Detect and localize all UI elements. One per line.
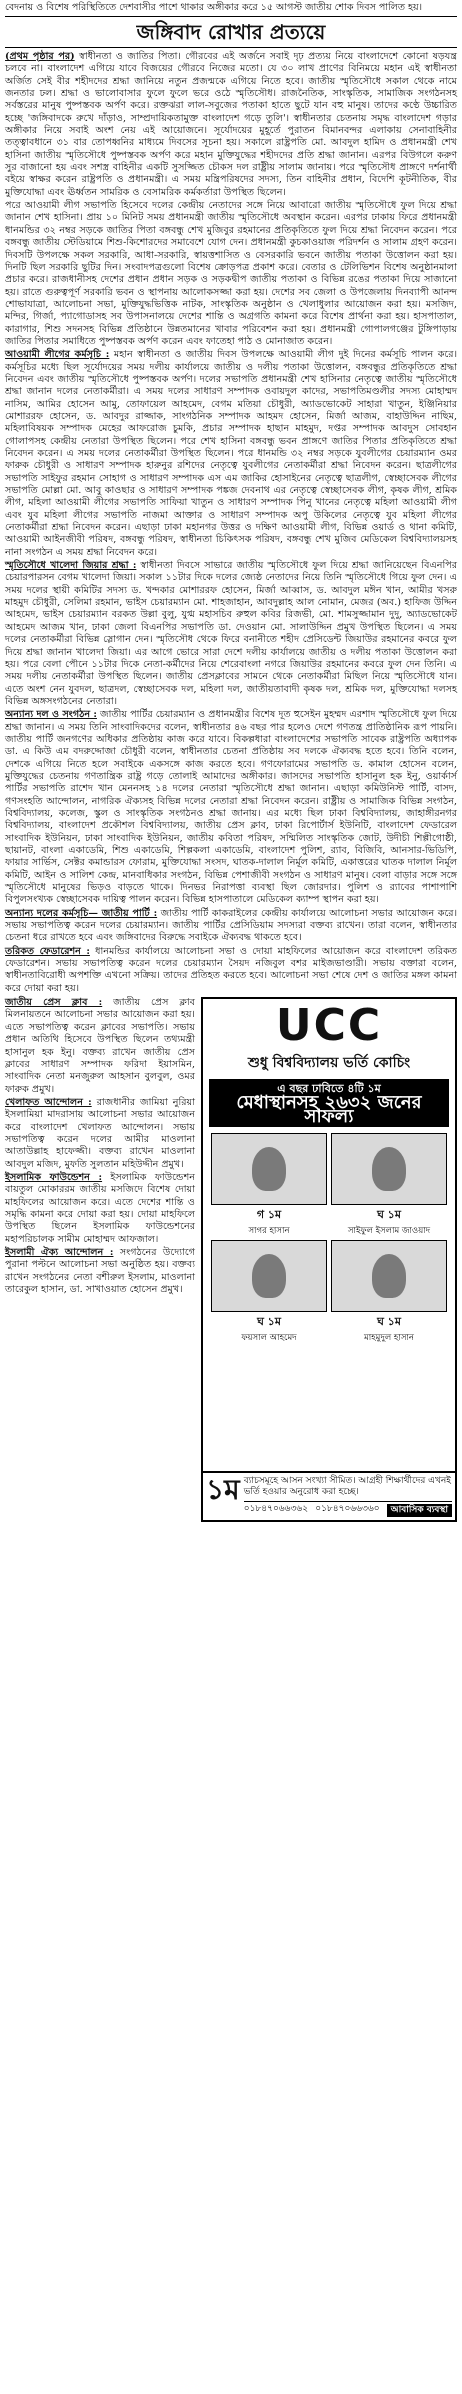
paragraph-subhead: অন্যান্য দলের কর্মসূচি— জাতীয় পার্টি : — [5, 907, 158, 919]
paragraph-text: স্বাধীনতা ও জাতির পিতা। গৌরবের এই অর্জনে সবাই দৃঢ় প্রত্যয় নিয়ে বাংলাদেশে কোনো ষড়যন্ত্র চলবে না। বাংলাদেশ এগিয়ে যাবে বিজয়ের গৌরবে নিজের মতো। যে ৩০ লাখ প্রাণের বিনিময়ে মহান এই স্বাধীনতা অর্জিত সেই বীর শহীদদের শ্রদ্ধা জানিয়ে নতুন প্রজন্মকে এগিয়ে নিতে হবে। জাতীয় স্মৃতিসৌধে সকাল থেকে নামে জনতার ঢল। শ্রদ্ধা ও ভালোবাসার ফুলে ফুলে ভরে ওঠে স্মৃতিসৌধ। রাজনৈতিক, সাংস্কৃতিক, সামাজিক সংগঠনসহ সর্বস্তরের মানুষ পুষ্পস্তবক অর্পণ করে। রক্তঝরা লাল-সবুজের পতাকা হাতে ছুটে যান বহু মানুষ। তাদের কণ্ঠে উচ্চারিত হচ্ছে 'জঙ্গিবাদকে রুখে দাঁড়াও, সাম্প্রদায়িকতামুক্ত বাংলাদেশ গড়ে তুলি'। স্বাধীনতার চেতনায় সমৃদ্ধ বাংলাদেশ গড়ার অঙ্গীকার নিয়ে সবাই অংশ নেয় এই আয়োজনে। সূর্যোদয়ের মুহূর্তে পুরাতন বিমানবন্দর এলাকায় সেনাবাহিনীর তত্ত্বাবধানে ৩১ বার তোপধ্বনির মাধ্যমে দিবসের সূচনা হয়। সকালে রাষ্ট্রপতি মো. আবদুল হামিদ ও প্রধানমন্ত্রী শেখ হাসিনা জাতীয় স্মৃতিসৌধে পুষ্পস্তবক অর্পণ করে মহান মুক্তিযুদ্ধের শহীদদের প্রতি শ্রদ্ধা জানান। এরপর বিউগলে করুণ সুর বাজানো হয় এবং সশস্ত্র বাহিনীর একটি সুসজ্জিত চৌকস দল রাষ্ট্রীয় সালাম জানায়। পরে স্মৃতিসৌধ প্রাঙ্গণে দর্শনার্থী বইয়ে স্বাক্ষর করেন রাষ্ট্রপতি ও প্রধানমন্ত্রী। এ সময় মন্ত্রিপরিষদের সদস্য, তিন বাহিনীর প্রধান, বিদেশি কূটনীতিক, বীর মুক্তিযোদ্ধা এবং ঊর্ধ্বতন সামরিক ও বেসামরিক কর্মকর্তারা উপস্থিত ছিলেন। — [5, 51, 457, 198]
ad-stat-line2: মেধাস্থানসহ ২৬৩২ জনের সাফল্য — [236, 1092, 422, 1128]
article-paragraph — [5, 709, 457, 907]
paragraph-text: মহান স্বাধীনতা ও জাতীয় দিবস উপলক্ষে আওয়ামী লীগ দুই দিনের কর্মসূচি পালন করে। কর্মসূচির মধ্যে ছিল সূর্যোদয়ের সময় দলীয় কার্যালয়ে জাতীয় ও দলীয় পতাকা উত্তোলন, বঙ্গবন্ধুর প্রতিকৃতিতে শ্রদ্ধা নিবেদন এবং জাতীয় স্মৃতিসৌধে পুষ্পস্তবক অর্পণ। দলের সভাপতি প্রধানমন্ত্রী শেখ হাসিনার নেতৃত্বে জাতীয় স্মৃতিসৌধে শ্রদ্ধা জানান দলের নেতাকর্মীরা। এ সময় দলের সাধারণ সম্পাদক ওবায়দুল কাদের, সভাপতিমণ্ডলীর সদস্য মোহাম্মদ নাসিম, আমির হোসেন আমু, তোফায়েল আহমেদ, বেগম মতিয়া চৌধুরী, অ্যাডভোকেট সাহারা খাতুন, ইঞ্জিনিয়ার মোশাররফ হোসেন, ড. আবদুর রাজ্জাক, সাংগঠনিক সম্পাদক আহমদ হোসেন, মির্জা আজম, বাহাউদ্দিন নাছিম, মহিলাবিষয়ক সম্পাদক মেহের আফরোজ চুমকি, প্রচার সম্পাদক হাছান মাহমুদ, দপ্তর সম্পাদক আবদুস সোবহান গোলাপসহ কেন্দ্রীয় নেতারা উপস্থিত ছিলেন। পরে শেখ হাসিনা বঙ্গবন্ধু ভবন প্রাঙ্গণে জাতির পিতার প্রতিকৃতিতে শ্রদ্ধা নিবেদন করেন। এ সময় দলের নেতাকর্মীরা উপস্থিত ছিলেন। পরে ধানমন্ডি ৩২ নম্বর সড়কে যুবলীগের চেয়ারম্যান ওমর ফারুক চৌধুরী ও সাধারণ সম্পাদক হারুনুর রশিদের নেতৃত্বে যুবলীগের নেতাকর্মীরা শ্রদ্ধা নিবেদন করেন। ছাত্রলীগের সভাপতি সাইফুর রহমান সোহাগ ও সাধারণ সম্পাদক এস এম জাকির হোসাইনের নেতৃত্বে ছাত্রলীগ, স্বেচ্ছাসেবক লীগের সভাপতি মোল্লা মো. আবু কাওছার ও সাধারণ সম্পাদক পঙ্কজ দেবনাথ এর নেতৃত্বে স্বেচ্ছাসেবক লীগ, কৃষক লীগ, শ্রমিক লীগ, মহিলা আওয়ামী লীগের সভাপতি সাফিয়া খাতুন ও সাধারণ সম্পাদক পিনু খানের নেতৃত্বে মহিলা আওয়ামী লীগ এবং যুব মহিলা লীগের সভাপতি নাজমা আক্তার ও সাধারণ সম্পাদক অপু উকিলের নেতৃত্বে যুব মহিলা লীগের নেতাকর্মীরা শ্রদ্ধা নিবেদন করেন। এছাড়া ঢাকা মহানগর উত্তর ও দক্ষিণ আওয়ামী লীগ, বিভিন্ন ওয়ার্ড ও থানা কমিটি, আওয়ামী আইনজীবী পরিষদ, বঙ্গবন্ধু পরিষদ, স্বাধীনতা চিকিৎসক পরিষদ, বঙ্গবন্ধু শেখ মুজিব মেডিকেল বিশ্ববিদ্যালয়সহ নানা সংগঠন এ সময় শ্রদ্ধা নিবেদন করে। — [5, 349, 457, 558]
ad-student — [331, 1240, 447, 1343]
article-paragraph — [5, 1097, 195, 1171]
student-photo — [331, 1133, 447, 1205]
article-paragraph — [5, 349, 457, 559]
ad-foot-text: ব্যাচসমূহে আসন সংখ্যা সীমিত। আগ্রহী শিক্ষার্থীদের এখনই ভর্তি হওয়ার অনুরোধ করা হচ্ছে। — [243, 1476, 451, 1498]
paragraph-subhead: (প্রথম পৃষ্ঠার পর) — [5, 51, 75, 62]
student-name: ফয়সাল আহমেদ — [241, 1333, 297, 1344]
phone-2[interactable]: ০১৮৪৭০৬৬৩৬০ — [315, 1504, 380, 1515]
paragraph-subhead: খেলাফত আন্দোলন : — [5, 1096, 92, 1108]
student-name: সাইফুল ইসলাম জাওয়াদ — [347, 1226, 431, 1237]
student-rank: ঘ ১ম — [257, 1315, 281, 1329]
student-photo — [211, 1133, 327, 1205]
paragraph-subhead: স্মৃতিসৌধে খালেদা জিয়ার শ্রদ্ধা : — [5, 560, 137, 572]
ad-logo: UCC — [275, 1000, 383, 1052]
paragraph-text: ইসলামিক ফাউন্ডেশন বায়তুল মোকাররম জাতীয় মসজিদে বিশেষ দোয়া মাহফিলের আয়োজন করে। এতে দেশের শান্তি ও সমৃদ্ধি কামনা করে দোয়া করা হয়। দোয়া মাহফিলে উপস্থিত ছিলেন ইসলামিক ফাউন্ডেশনের মহাপরিচালক সামীম মোহাম্মদ আফজাল। — [5, 1171, 195, 1245]
paragraph-subhead: অন্যান্য দল ও সংগঠন : — [5, 709, 97, 721]
student-rank: গ ১ম — [256, 1208, 282, 1222]
student-name: সাগর হাসান — [248, 1226, 290, 1237]
article-paragraph — [5, 908, 457, 945]
paragraph-text: জাতীয় পার্টির চেয়ারম্যান ও প্রধানমন্ত্রীর বিশেষ দূত হুসেইন মুহম্মদ এরশাদ স্মৃতিসৌধে ফুল দিয়ে শ্রদ্ধা জানান। এ সময় তিনি সাংবাদিকদের বলেন, স্বাধীনতার ৪৬ বছর পার হলেও দেশে গণতন্ত্র প্রাতিষ্ঠানিক রূপ পায়নি। জাতীয় পার্টি জনগণের অধিকার প্রতিষ্ঠায় কাজ করে যাবে। বিকল্পধারা বাংলাদেশের সভাপতি সাবেক রাষ্ট্রপতি অধ্যাপক ডা. এ কিউ এম বদরুদ্দোজা চৌধুরী বলেন, স্বাধীনতার চেতনা প্রতিষ্ঠায় সব দলকে ঐক্যবদ্ধ হতে হবে। তিনি বলেন, দেশকে এগিয়ে নিতে হলে সবাইকে একসঙ্গে কাজ করতে হবে। গণফোরামের সভাপতি ড. কামাল হোসেন বলেন, মুক্তিযুদ্ধের চেতনায় গণতান্ত্রিক রাষ্ট্র গড়ে তোলাই আমাদের অঙ্গীকার। জাসদের সভাপতি হাসানুল হক ইনু, ওয়ার্কার্স পার্টির সভাপতি রাশেদ খান মেননসহ ১৪ দলের নেতারা স্মৃতিসৌধে শ্রদ্ধা জানান। এছাড়া কমিউনিস্ট পার্টি, বাসদ, গণসংহতি আন্দোলন, নাগরিক ঐক্যসহ বিভিন্ন দলের নেতারা শ্রদ্ধা নিবেদন করেন। রাষ্ট্রীয় ও সামাজিক বিভিন্ন সংগঠন, বিশ্ববিদ্যালয়, কলেজ, স্কুল ও সাংস্কৃতিক সংগঠনও শ্রদ্ধা জানায়। এর মধ্যে ছিল ঢাকা বিশ্ববিদ্যালয়, জাহাঙ্গীরনগর বিশ্ববিদ্যালয়, বাংলাদেশ প্রকৌশল বিশ্ববিদ্যালয়, জাতীয় প্রেস ক্লাব, ঢাকা রিপোর্টার্স ইউনিটি, বাংলাদেশ ফেডারেল সাংবাদিক ইউনিয়ন, ঢাকা সাংবাদিক ইউনিয়ন, জাতীয় কবিতা পরিষদ, সম্মিলিত সাংস্কৃতিক জোট, উদীচী শিল্পীগোষ্ঠী, ছায়ানট, বাংলা একাডেমি, শিশু একাডেমি, শিল্পকলা একাডেমি, বাংলাদেশ পুলিশ, র‍্যাব, বিজিবি, আনসার-ভিডিপি, ফায়ার সার্ভিস, সেক্টর কমান্ডারস ফোরাম, মুক্তিযোদ্ধা সংসদ, ঘাতক-দালাল নির্মূল কমিটি, একাত্তরের ঘাতক দালাল নির্মূল কমিটি, আইন ও সালিশ কেন্দ্র, মানবাধিকার সংগঠন, বিভিন্ন পেশাজীবী সংগঠন ও সাধারণ মানুষ। বেলা বাড়ার সঙ্গে সঙ্গে স্মৃতিসৌধে মানুষের ভিড়ও বাড়তে থাকে। দিনভর নিরাপত্তা ব্যবস্থা ছিল জোরদার। পুলিশ ও র‍্যাবের পাশাপাশি বিপুলসংখ্যক স্বেচ্ছাসেবক দায়িত্ব পালন করেন। বিভিন্ন হাসপাতালে মেডিকেল ক্যাম্প স্থাপন করা হয়। — [5, 709, 457, 906]
paragraph-subhead: জাতীয় প্রেস ক্লাব : — [5, 997, 103, 1009]
paragraph-text: পরে আওয়ামী লীগ সভাপতি হিসেবে দলের কেন্দ্রীয় নেতাদের সঙ্গে নিয়ে আবারো জাতীয় স্মৃতিসৌধে ফুল দিয়ে শ্রদ্ধা জানান শেখ হাসিনা। প্রায় ১০ মিনিট সময় প্রধানমন্ত্রী জাতীয় স্মৃতিসৌধে অবস্থান করেন। এরপর ঢাকায় ফিরে প্রধানমন্ত্রী ধানমন্ডির ৩২ নম্বর সড়কে জাতির পিতা বঙ্গবন্ধু শেখ মুজিবুর রহমানের প্রতিকৃতিতে ফুল দিয়ে শ্রদ্ধা নিবেদন করেন। পরে বঙ্গবন্ধু জাতীয় স্টেডিয়ামে শিশু-কিশোরদের সমাবেশে যোগ দেন। প্রধানমন্ত্রী কুচকাওয়াজ পরিদর্শন ও সালাম গ্রহণ করেন। দিবসটি উপলক্ষে সকল সরকারি, আধা-সরকারি, স্বায়ত্তশাসিত ও বেসরকারি ভবনে জাতীয় পতাকা উত্তোলন করা হয়। দিনটি ছিল সরকারি ছুটির দিন। সংবাদপত্রগুলো বিশেষ ক্রোড়পত্র প্রকাশ করে। বেতার ও টেলিভিশন বিশেষ অনুষ্ঠানমালা প্রচার করে। রাজধানীসহ দেশের প্রধান প্রধান সড়ক ও সড়কদ্বীপ জাতীয় পতাকা ও বিভিন্ন রঙের পতাকা দিয়ে সাজানো হয়। রাতে গুরুত্বপূর্ণ সরকারি ভবন ও স্থাপনায় আলোকসজ্জা করা হয়। দেশের সব জেলা ও উপজেলায় দিনব্যাপী আনন্দ শোভাযাত্রা, আলোচনা সভা, মুক্তিযুদ্ধভিত্তিক নাটক, সাংস্কৃতিক অনুষ্ঠান ও খেলাধুলার আয়োজন করা হয়। মসজিদ, মন্দির, গির্জা, প্যাগোডাসহ সব উপাসনালয়ে দেশের শান্তি ও অগ্রগতি কামনা করে বিশেষ প্রার্থনা করা হয়। হাসপাতাল, কারাগার, শিশু সদনসহ বিভিন্ন প্রতিষ্ঠানে উন্নতমানের খাবার পরিবেশন করা হয়। প্রধানমন্ত্রী গোপালগঞ্জের টুঙ্গিপাড়ায় জাতির পিতার সমাধিতে পুষ্পস্তবক অর্পণ করেন এবং ফাতেহা পাঠ ও মোনাজাত করেন। — [5, 200, 457, 347]
left-column — [5, 997, 195, 1522]
ad-footer — [203, 1471, 455, 1520]
paragraph-text: ধানমন্ডির কার্যালয়ে আলোচনা সভা ও দোয়া মাহফিলের আয়োজন করে বাংলাদেশ তরিকত ফেডারেশন। সভায় সভাপতিত্ব করেন দলের চেয়ারম্যান সৈয়দ নজিবুল বশর মাইজভাণ্ডারী। সভায় বক্তারা বলেন, স্বাধীনতাবিরোধী অপশক্তি এখনো সক্রিয়। তাদের প্রতিহত করতে হবে। আলোচনা সভা শেষে দেশ ও জাতির মঙ্গল কামনা করে দোয়া করা হয়। — [5, 945, 457, 994]
article-paragraph — [5, 1172, 195, 1246]
phone-1[interactable]: ০১৮৪৭০৬৬৩৬২ — [243, 1504, 309, 1515]
article-paragraph — [5, 997, 195, 1096]
article-body — [5, 51, 457, 995]
ad-student — [211, 1133, 327, 1236]
student-photo — [211, 1240, 327, 1312]
continued-line: বেদনায় ও বিশেষ পরিস্থিতিতে দেশবাসীর পাশে থাকার অঙ্গীকার করে ১৫ আগস্ট জাতীয় শোক দিবস পালিত হয়। — [5, 2, 422, 13]
ad-title: শুধু বিশ্ববিদ্যালয় ভর্তি কোচিং — [247, 1055, 411, 1072]
article-headline: জঙ্গিবাদ রোখার প্রত্যয়ে — [5, 16, 457, 48]
ad-stat-line1: এ বছর ঢাবিতে ৪টি ১ম — [277, 1082, 381, 1096]
paragraph-subhead: আওয়ামী লীগের কর্মসূচি : — [5, 349, 110, 361]
ad-contact-row — [244, 1501, 452, 1517]
student-name: মাহমুদুল হাসান — [364, 1333, 414, 1344]
article-paragraph — [5, 51, 457, 199]
bottom-columns — [5, 997, 457, 1522]
paragraph-subhead: ইসলামী ঐক্য আন্দোলন : — [5, 1247, 114, 1258]
ad-student — [331, 1133, 447, 1236]
ad-foot-big: ১ম — [206, 1473, 240, 1507]
ad-student — [211, 1240, 327, 1343]
article-paragraph — [5, 560, 457, 708]
article-paragraph — [5, 200, 457, 348]
paragraph-text: সংগঠনের উদ্যোগে পুরানা পল্টনে আলোচনা সভা অনুষ্ঠিত হয়। বক্তব্য রাখেন সংগঠনের নেতা বশীরুল ইসলাম, মাওলানা তারেকুল হাসান, ডা. সাখাওয়াত হোসেন প্রমুখ। — [5, 1247, 195, 1296]
student-rank: ঘ ১ম — [377, 1315, 401, 1329]
article-paragraph — [5, 946, 457, 995]
ad-stat-banner — [209, 1079, 449, 1127]
student-photo — [331, 1240, 447, 1312]
coaching-advertisement[interactable] — [201, 997, 457, 1522]
paragraph-text: রাজধানীর জামিয়া নুরিয়া ইসলামিয়া মাদরাসায় আলোচনা সভার আয়োজন করে বাংলাদেশ খেলাফত আন্দোলন। সভায় সভাপতিত্ব করেন দলের আমীর মাওলানা আতাউল্লাহ হাফেজ্জী। বক্তব্য রাখেন মাওলানা আবদুল মজিদ, মুফতি সুলতান মহিউদ্দীন প্রমুখ। — [5, 1096, 195, 1170]
ad-photo-grid — [203, 1131, 455, 1345]
paragraph-text: জাতীয় পার্টি কাকরাইলের কেন্দ্রীয় কার্যালয়ে আলোচনা সভার আয়োজন করে। সভায় সভাপতিত্ব করেন দলের চেয়ারম্যান। জাতীয় পার্টির প্রেসিডিয়াম সদস্যরা বক্তব্য রাখেন। তারা বলেন, স্বাধীনতার চেতনা ধরে রাখতে হবে এবং জঙ্গিবাদের বিরুদ্ধে সবাইকে ঐক্যবদ্ধ থাকতে হবে। — [5, 907, 458, 944]
article-paragraph — [5, 1247, 195, 1296]
paragraph-text: জাতীয় প্রেস ক্লাব মিলনায়তনে আলোচনা সভার আয়োজন করা হয়। এতে সভাপতিত্ব করেন ক্লাবের সভাপতি। সভায় প্রধান অতিথি হিসেবে উপস্থিত ছিলেন তথ্যমন্ত্রী হাসানুল হক ইনু। বক্তব্য রাখেন জাতীয় প্রেস ক্লাবের সাধারণ সম্পাদক ফরিদা ইয়াসমিন, সাংবাদিক নেতা মনজুরুল আহসান বুলবুল, ওমর ফারুক প্রমুখ। — [5, 997, 195, 1095]
residential-badge: আবাসিক ব্যবস্থা — [387, 1504, 452, 1517]
paragraph-subhead: তরিকত ফেডারেশন : — [5, 945, 90, 957]
paragraph-text: স্বাধীনতা দিবসে সাভারে জাতীয় স্মৃতিসৌধে ফুল দিয়ে শ্রদ্ধা জানিয়েছেন বিএনপির চেয়ারপারসন বেগম খালেদা জিয়া। সকাল ১১টার দিকে দলের জ্যেষ্ঠ নেতাদের নিয়ে তিনি স্মৃতিসৌধে গিয়ে ফুল দেন। এ সময় দলের স্থায়ী কমিটির সদস্য ড. খন্দকার মোশাররফ হোসেন, মির্জা আব্বাস, ড. আবদুল মঈন খান, আমীর খসরু মাহমুদ চৌধুরী, সেলিমা রহমান, ভাইস চেয়ারম্যান মো. শাহজাহান, আবদুল্লাহ আল নোমান, মেজর (অব.) হাফিজ উদ্দিন আহমেদ, ভাইস চেয়ারম্যান বরকত উল্লা বুলু, যুগ্ম মহাসচিব রুহুল কবির রিজভী, মো. শামসুজ্জামান দুদু, অ্যাডভোকেট আহমেদ আজম খান, ঢাকা জেলা বিএনপির সভাপতি ডা. দেওয়ান মো. সালাউদ্দিন প্রমুখ উপস্থিত ছিলেন। এ সময় দলের নেতাকর্মীরা বিভিন্ন স্লোগান দেন। স্মৃতিসৌধ থেকে ফিরে বনানীতে শহীদ প্রেসিডেন্ট জিয়াউর রহমানের কবরে ফুল দিয়ে শ্রদ্ধা জানান খালেদা জিয়া। এর আগে ভোরে সারা দেশে দলীয় কার্যালয়ে জাতীয় ও দলীয় পতাকা উত্তোলন করা হয়। পরে বেলা পৌনে ১১টার দিকে নেতা-কর্মীদের নিয়ে শেরেবাংলা নগরে জিয়াউর রহমানের কবরে ফুল দেন তিনি। এ সময় দলীয় নেতাকর্মীরা উপস্থিত ছিলেন। জাতীয় প্রেসক্লাবের সামনে থেকে নেতাকর্মীরা মিছিল নিয়ে স্মৃতিসৌধে যান। এতে অংশ নেন যুবদল, ছাত্রদল, স্বেচ্ছাসেবক দল, মহিলা দল, জাতীয়তাবাদী কৃষক দল, শ্রমিক দল, মুক্তিযোদ্ধা দলসহ বিভিন্ন অঙ্গসংগঠনের নেতারা। — [5, 560, 458, 707]
student-rank: ঘ ১ম — [377, 1208, 401, 1222]
paragraph-subhead: ইসলামিক ফাউন্ডেশন : — [5, 1171, 103, 1183]
